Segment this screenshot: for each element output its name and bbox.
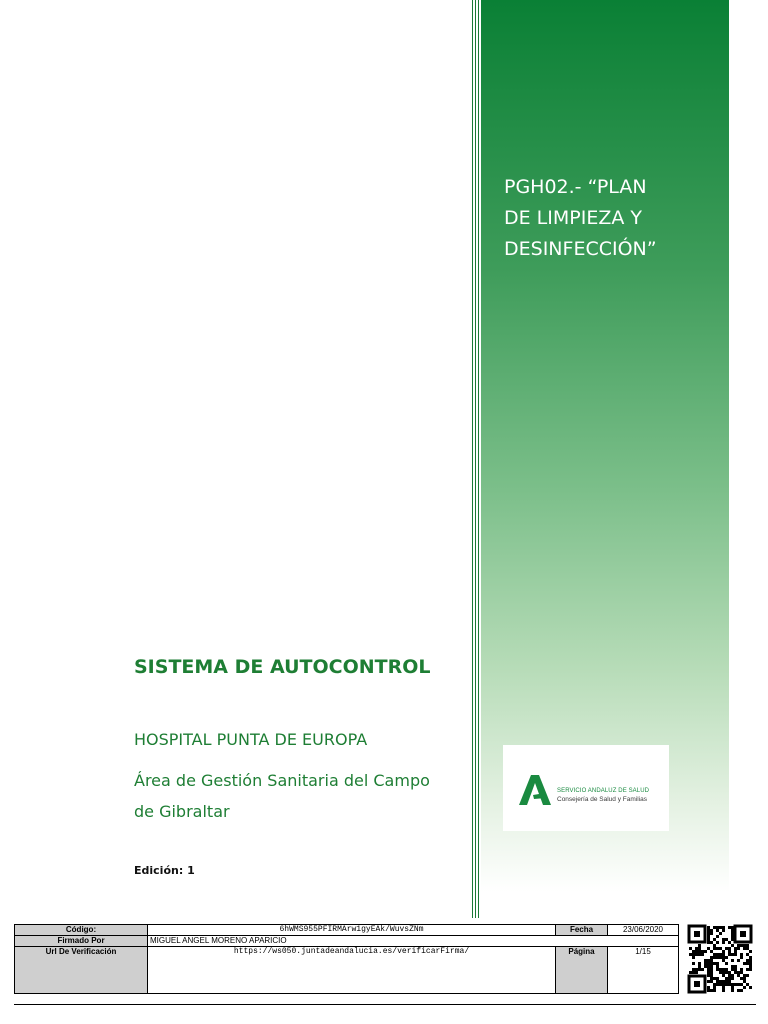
- signature-table: [14, 924, 679, 994]
- document-title: PGH02.- “PLAN DE LIMPIEZA Y DESINFECCIÓN”: [504, 176, 657, 260]
- verification-url-label: Url De Verificación: [15, 947, 148, 994]
- date-label: Fecha: [556, 925, 608, 936]
- logo-org-name: SERVICIO ANDALUZ DE SALUD: [557, 788, 650, 794]
- date-value: 23/06/2020: [608, 925, 679, 936]
- page-label: Página: [556, 947, 608, 994]
- qr-code-icon: [687, 924, 753, 994]
- footer-rule: [14, 1004, 756, 1005]
- signed-by-value: MIGUEL ANGEL MORENO APARICIO: [148, 936, 679, 947]
- page-value: 1/15: [608, 947, 679, 994]
- junta-logo: [503, 745, 669, 831]
- divider-line-mid: [475, 0, 476, 918]
- code-label: Código:: [15, 925, 148, 936]
- main-heading: SISTEMA DE AUTOCONTROL: [134, 656, 431, 678]
- health-area: Área de Gestión Sanitaria del Campo de Gibraltar: [134, 771, 430, 821]
- logo-department: Consejería de Salud y Familias: [557, 796, 647, 803]
- signed-by-label: Firmado Por: [15, 936, 148, 947]
- edition-label: Edición: 1: [134, 864, 195, 877]
- junta-a-icon: [515, 775, 553, 805]
- hospital-name: HOSPITAL PUNTA DE EUROPA: [134, 730, 368, 749]
- code-value: 6hWMS955PFIRMArw1gyEAk/WuvsZNm: [148, 925, 556, 936]
- verification-url-value[interactable]: https://ws050.juntadeandalucia.es/verificarFirma/: [148, 947, 556, 994]
- divider-line-right: [478, 0, 479, 918]
- divider-line-left: [472, 0, 473, 918]
